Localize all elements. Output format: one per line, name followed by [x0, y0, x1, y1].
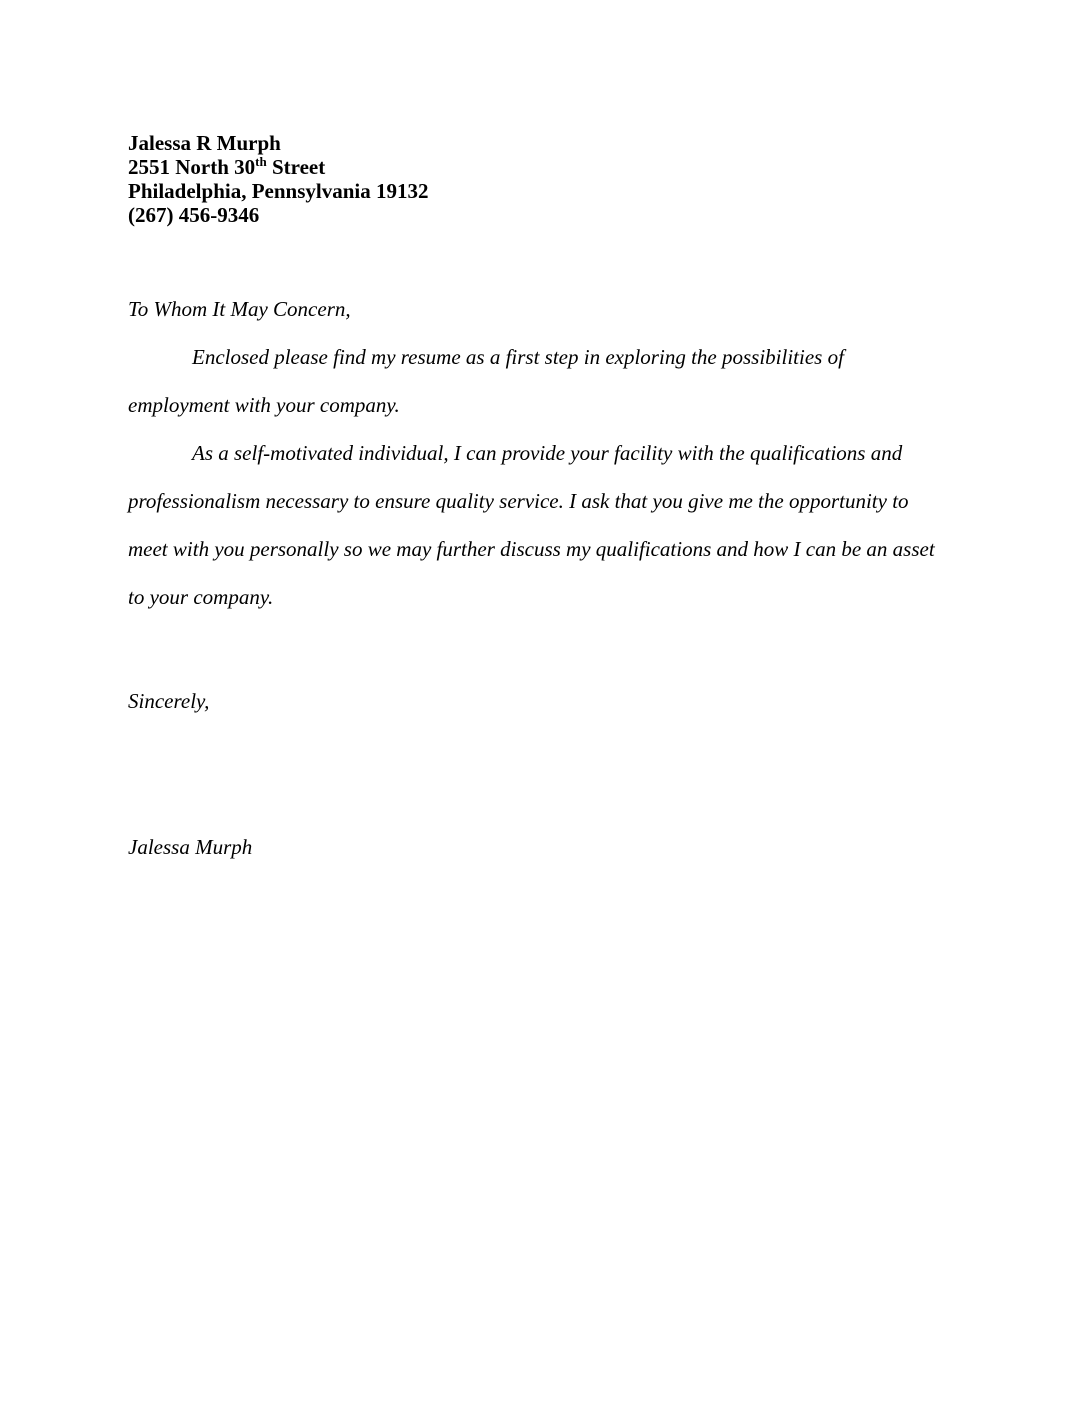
paragraph-2-line-2: professionalism necessary to ensure quality service. I ask that you give me the opportunity to: [128, 489, 909, 513]
sender-block: [128, 131, 958, 227]
paragraph-2-line-1: As a self-motivated individual, I can provide your facility with the qualifications and: [192, 441, 903, 465]
signature-name: Jalessa Murph: [128, 835, 253, 859]
paragraph-1-line-2: employment with your company.: [128, 393, 400, 417]
paragraph-2: [128, 429, 958, 621]
paragraph-2-line-3: meet with you personally so we may further discuss my qualifications and how I can be an asset: [128, 537, 935, 561]
sender-street: [128, 155, 958, 179]
paragraph-1-line-1: Enclosed please find my resume as a first step in exploring the possibilities of: [192, 345, 844, 369]
sender-street-main: 2551 North 30: [128, 155, 256, 179]
sender-phone: (267) 456-9346: [128, 203, 260, 227]
sender-name: Jalessa R Murph: [128, 131, 281, 155]
sender-street-ordinal: th: [255, 154, 267, 169]
letter-body: [128, 285, 958, 871]
sender-street-suffix: Street: [266, 155, 326, 179]
paragraph-2-line-4: to your company.: [128, 585, 274, 609]
closing: Sincerely,: [128, 689, 210, 713]
paragraph-1: [128, 333, 958, 429]
sender-city-line: Philadelphia, Pennsylvania 19132: [128, 179, 429, 203]
salutation: To Whom It May Concern,: [128, 297, 351, 321]
